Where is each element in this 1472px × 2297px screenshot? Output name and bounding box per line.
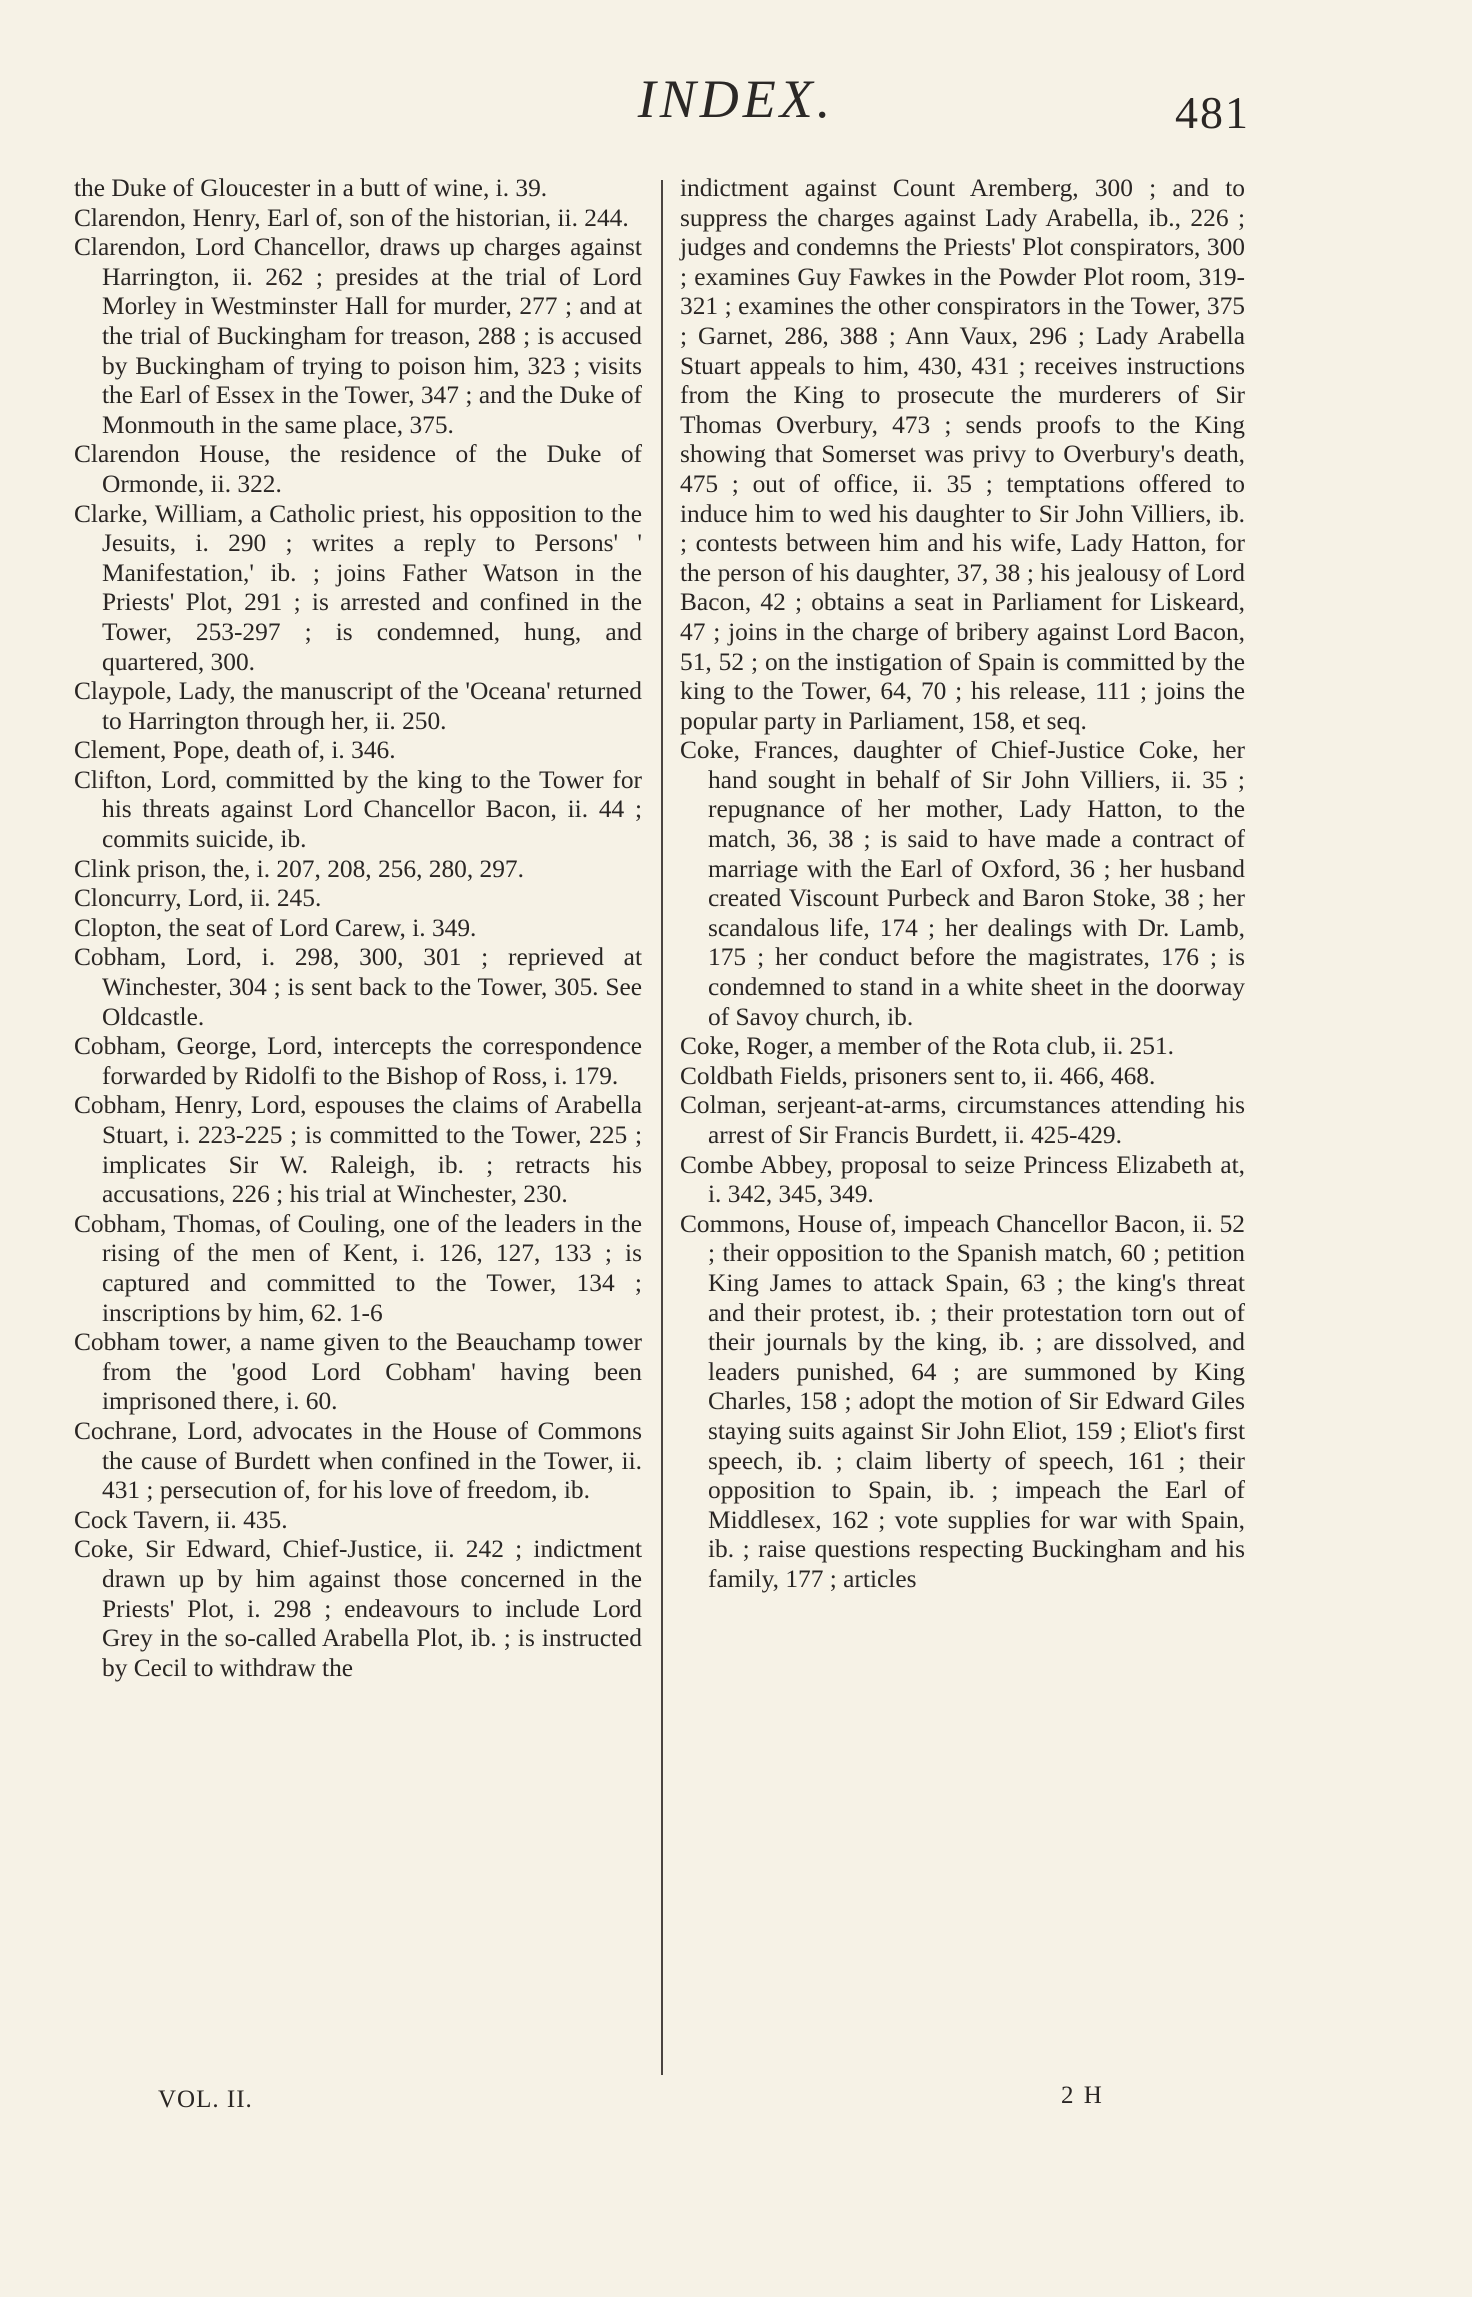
index-entry: the Duke of Gloucester in a butt of wine, i. 39. [74, 174, 548, 202]
index-entry: Clement, Pope, death of, i. 346. [74, 736, 396, 765]
index-entry: Clink prison, the, i. 207, 208, 256, 280, 297. [74, 854, 524, 883]
index-entry: Colman, serjeant-at-arms, circumstances attending his arrest of Sir Francis Burdett, ii. 425-429. [680, 1091, 1245, 1149]
index-entry: Coldbath Fields, prisoners sent to, ii. 466, 468. [680, 1061, 1156, 1090]
index-entry: Cobham, Lord, i. 298, 300, 301 ; reprieved at Winchester, 304 ; is sent back to the Tower, 305. See Oldcastle. [74, 943, 642, 1031]
index-entry: Cobham, George, Lord, intercepts the correspondence forwarded by Ridolfi to the Bishop of Ross, i. 179. [74, 1032, 642, 1090]
index-entry: Commons, House of, impeach Chancellor Bacon, ii. 52 ; their opposition to the Spanish match, 60 ; petition King James to attack Spain, 63 ; the king's threat and their protest, ib. ; their protestation torn out of their journals by the king, ib. ; are dissolved, and leaders punished, 64 ; are summoned by King Charles, 158 ; adopt the motion of Sir Edward Giles staying suits against Sir John Eliot, 159 ; Eliot's first speech, ib. ; claim liberty of speech, 161 ; their opposition to Spain, ib. ; impeach the Earl of Middlesex, 162 ; vote supplies for war with Spain, ib. ; raise questions respecting Buckingham and his family, 177 ; articles [680, 1209, 1245, 1593]
page-number: 481 [1175, 87, 1250, 138]
footer-signature: 2 H [1061, 2082, 1104, 2109]
index-entry: Clarendon House, the residence of the Duke of Ormonde, ii. 322. [74, 440, 642, 498]
index-entry: Cock Tavern, ii. 435. [74, 1505, 288, 1534]
index-entry: indictment against Count Aremberg, 300 ; and to suppress the charges against Lady Arabella, ib., 226 ; judges and condemns the Priests' Plot conspirators, 300 ; examines Guy Fawkes in the Powder Plot room, 319-321 ; examines the other conspirators in the Tower, 375 ; Garnet, 286, 388 ; Ann Vaux, 296 ; Lady Arabella Stuart appeals to him, 430, 431 ; receives instructions from the King to prosecute the murderers of Sir Thomas Overbury, 473 ; sends proofs to the King showing that Somerset was privy to Overbury's death, 475 ; out of office, ii. 35 ; temptations offered to induce him to wed his daughter to Sir John Villiers, ib. ; contests between him and his wife, Lady Hatton, for the person of his daughter, 37, 38 ; his jealousy of Lord Bacon, 42 ; obtains a seat in Parliament for Liskeard, 47 ; joins in the charge of bribery against Lord Bacon, 51, 52 ; on the instigation of Spain is committed by the king to the Tower, 64, 70 ; his release, 111 ; joins the popular party in Parliament, 158, et seq. [680, 174, 1245, 735]
column-divider [661, 180, 663, 2075]
index-entry: Clarendon, Lord Chancellor, draws up charges against Harrington, ii. 262 ; presides at the trial of Lord Morley in Westminster Hall for murder, 277 ; and at the trial of Buckingham for treason, 288 ; is accused by Buckingham of trying to poison him, 323 ; visits the Earl of Essex in the Tower, 347 ; and the Duke of Monmouth in the same place, 375. [74, 233, 642, 439]
index-entry: Clarendon, Henry, Earl of, son of the historian, ii. 244. [74, 203, 629, 232]
index-entry: Clarke, William, a Catholic priest, his opposition to the Jesuits, i. 290 ; writes a reply to Persons' ' Manifestation,' ib. ; joins Father Watson in the Priests' Plot, 291 ; is arrested and confined in the Tower, 253-297 ; is condemned, hung, and quartered, 300. [74, 499, 642, 676]
index-entry: Coke, Sir Edward, Chief-Justice, ii. 242 ; indictment drawn up by him against those concerned in the Priests' Plot, i. 298 ; endeavours to include Lord Grey in the so-called Arabella Plot, ib. ; is instructed by Cecil to withdraw the [74, 1535, 642, 1682]
index-entry: Coke, Frances, daughter of Chief-Justice Coke, her hand sought in behalf of Sir John Villiers, ii. 35 ; repugnance of her mother, Lady Hatton, to the match, 36, 38 ; is said to have made a contract of marriage with the Earl of Oxford, 36 ; her husband created Viscount Purbeck and Baron Stoke, 38 ; her scandalous life, 174 ; her dealings with Dr. Lamb, 175 ; her conduct before the magistrates, 176 ; is condemned to stand in a white sheet in the doorway of Savoy church, ib. [680, 736, 1245, 1031]
footer-volume: VOL. II. [158, 2086, 253, 2113]
index-entry: Clifton, Lord, committed by the king to the Tower for his threats against Lord Chancellor Bacon, ii. 44 ; commits suicide, ib. [74, 765, 642, 854]
left-column [74, 174, 642, 1683]
index-entry: Cobham, Thomas, of Couling, one of the leaders in the rising of the men of Kent, i. 126, 127, 133 ; is captured and committed to the Tower, 134 ; inscriptions by him, 62. 1-6 [74, 1209, 642, 1327]
page-header-title: INDEX. [637, 69, 835, 129]
index-entry: Combe Abbey, proposal to seize Princess Elizabeth at, i. 342, 345, 349. [680, 1150, 1245, 1209]
index-entry: Cobham, Henry, Lord, espouses the claims of Arabella Stuart, i. 223-225 ; is committed to the Tower, 225 ; implicates Sir W. Raleigh, ib. ; retracts his accusations, 226 ; his trial at Winchester, 230. [74, 1091, 642, 1209]
index-entry: Claypole, Lady, the manuscript of the 'Oceana' returned to Harrington through her, ii. 250. [74, 677, 642, 735]
index-entry: Coke, Roger, a member of the Rota club, ii. 251. [680, 1032, 1174, 1061]
index-entry: Clopton, the seat of Lord Carew, i. 349. [74, 913, 477, 942]
right-column [680, 174, 1245, 1595]
index-entry: Cloncurry, Lord, ii. 245. [74, 884, 322, 913]
index-entry: Cochrane, Lord, advocates in the House of Commons the cause of Burdett when confined in the Tower, ii. 431 ; persecution of, for his love of freedom, ib. [74, 1416, 642, 1505]
index-entry: Cobham tower, a name given to the Beauchamp tower from the 'good Lord Cobham' having been imprisoned there, i. 60. [74, 1328, 642, 1416]
